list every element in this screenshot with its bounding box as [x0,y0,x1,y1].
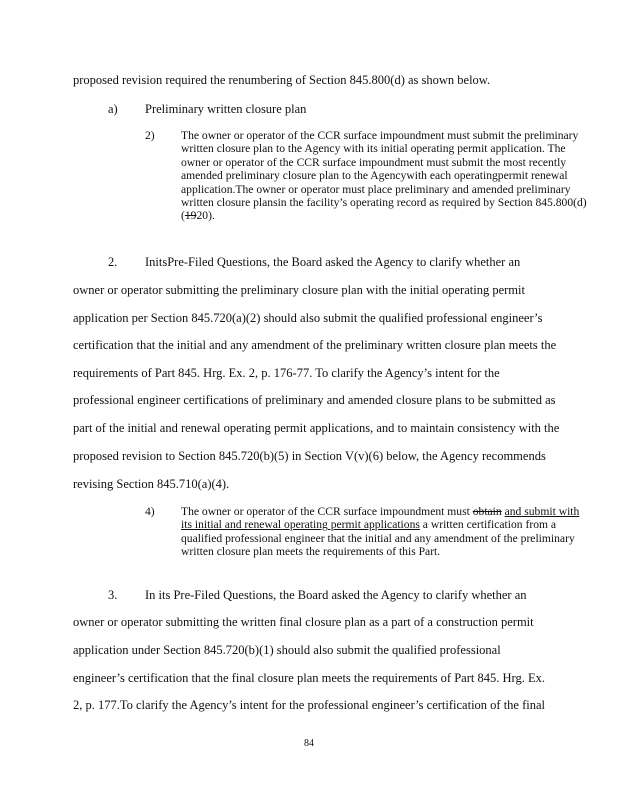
quote1-main: The owner or operator of the CCR surface impoundment must submit the preliminary written closure plan to the Agency with its initial operating permit application. The owner or operator of the CCR surface impoundment must submit the most recently amended preliminary closure plan to the Agencywith each operatingpermit renewal application.The owner or operator must place preliminary and amended preliminary written closure plansin the facility’s operating record as required by Section 845.800(d)( [181,129,587,223]
quote2-start: The owner or operator of the CCR surface impoundment must [181,505,473,518]
para3-line-2: owner or operator submitting the written final closure plan as a part of a construction permit [73,615,534,629]
para2-line-1: InitsPre-Filed Questions, the Board asked the Agency to clarify whether an [145,255,521,269]
quote1-label: 2) [145,129,155,142]
quote2-text [181,505,593,559]
quote2-end: a written certification from a qualified professional engineer that the initial and any amendment of the preliminary written closure plan meets the requirements of this Part. [181,518,575,559]
para3-number: 3. [108,588,118,602]
subsection-a-label: a) [108,102,118,116]
para2-line-5: requirements of Part 845. Hrg. Ex. 2, p. 176-77. To clarify the Agency’s intent for the [73,366,500,380]
para3-line-5: 2, p. 177.To clarify the Agency’s intent for the professional engineer’s certification of the final [73,698,546,712]
para2-line-8: proposed revision to Section 845.720(b)(5) in Section V(v)(6) below, the Agency recommends [73,449,546,463]
quote1-end: 20). [196,209,215,223]
quote1-struck: 19 [184,209,197,223]
quote2-label: 4) [145,505,155,518]
para3-line-1: In its Pre-Filed Questions, the Board asked the Agency to clarify whether an [145,588,527,602]
quote1-text [181,129,593,223]
para2-line-6: professional engineer certifications of preliminary and amended closure plans to be submitted as [73,393,556,407]
para2-line-4: certification that the initial and any amendment of the preliminary written closure plan meets the [73,338,557,352]
para2-number: 2. [108,255,118,269]
para3-line-3: application under Section 845.720(b)(1) should also submit the qualified professional [73,643,501,657]
subsection-a-title: Preliminary written closure plan [145,102,307,116]
para2-line-2: owner or operator submitting the preliminary closure plan with the initial operating permit [73,283,525,297]
intro-line: proposed revision required the renumbering of Section 845.800(d) as shown below. [73,73,491,87]
quote2-struck: obtain [472,505,502,518]
para2-line-3: application per Section 845.720(a)(2) should also submit the qualified professional engineer’s [73,311,543,325]
para2-line-7: part of the initial and renewal operating permit applications, and to maintain consistency with the [73,421,560,435]
para2-line-9: revising Section 845.710(a)(4). [73,477,230,491]
quote2-underlined: and submit with its initial and renewal operating permit applications [181,505,580,532]
page-number: 84 [304,738,314,749]
para3-line-4: engineer’s certification that the final closure plan meets the requirements of Part 845. Hrg. Ex. [73,671,545,685]
